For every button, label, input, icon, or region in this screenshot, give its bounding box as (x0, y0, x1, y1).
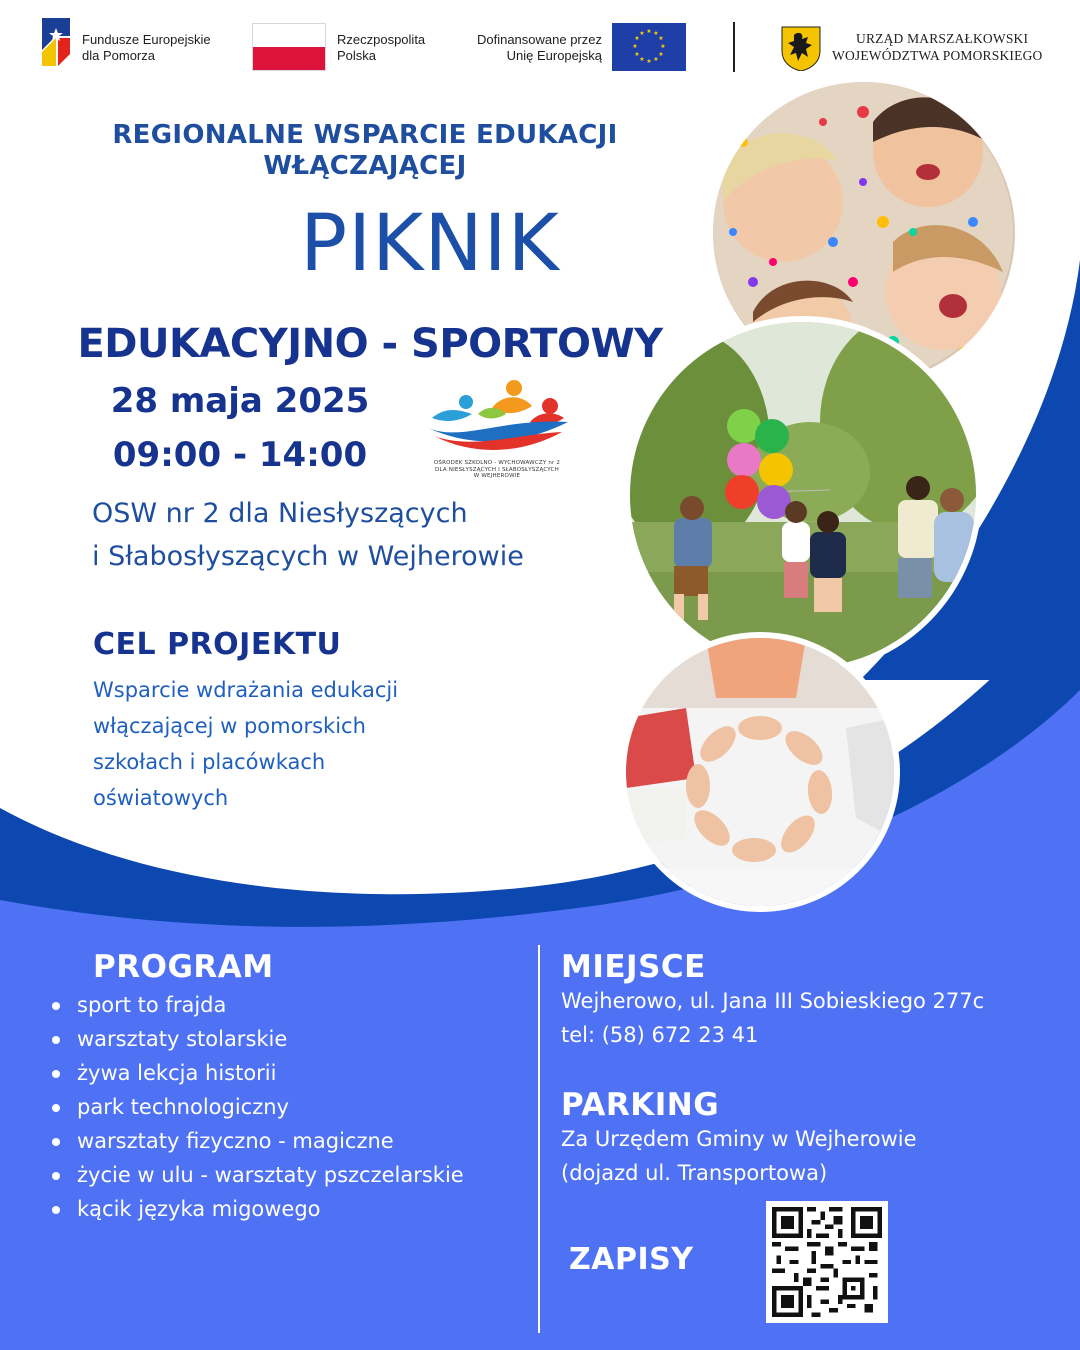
place-phone: tel: (58) 672 23 41 (561, 1023, 759, 1047)
program-title-line1: REGIONALNE WSPARCIE EDUKACJI (112, 120, 618, 150)
event-venue (92, 492, 524, 578)
list-item (52, 1056, 464, 1090)
bullet-icon (52, 1172, 60, 1180)
school-caption-1: OŚRODEK SZKOLNO - WYCHOWAWCZY nr 2 (433, 460, 561, 466)
parking-heading: PARKING (561, 1087, 720, 1123)
goal-text (93, 672, 398, 816)
poland-flag-icon (252, 23, 326, 71)
list-item (52, 1192, 464, 1226)
goal-line1: Wsparcie wdrażania edukacji (93, 678, 399, 702)
svg-text:★: ★ (646, 58, 652, 65)
svg-text:★: ★ (632, 43, 638, 50)
venue-line2: i Słabosłyszących w Wejherowie (92, 541, 524, 572)
fe-line1: Fundusze Europejskie (82, 32, 211, 47)
program-list (52, 988, 464, 1226)
bullet-icon (52, 1070, 60, 1078)
school-logo (422, 378, 572, 486)
svg-text:★: ★ (634, 51, 640, 58)
goal-heading: CEL PROJEKTU (93, 627, 342, 662)
svg-text:★: ★ (658, 51, 664, 58)
program-item-label: park technologiczny (77, 1095, 289, 1119)
rp-line1: Rzeczpospolita (337, 32, 426, 47)
eu-flag-icon (612, 23, 686, 71)
column-divider (538, 945, 540, 1333)
european-funds-icon (38, 14, 74, 70)
list-item (52, 1158, 464, 1192)
program-item-label: warsztaty fizyczno - magiczne (77, 1129, 394, 1153)
rp-logo-text (337, 32, 425, 64)
parking-line1: Za Urzędem Gminy w Wejherowie (561, 1127, 917, 1151)
program-item-label: sport to frajda (77, 993, 227, 1017)
event-subtitle: EDUKACYJNO - SPORTOWY (77, 321, 663, 367)
list-item (52, 988, 464, 1022)
signup-qr-code[interactable] (766, 1201, 888, 1323)
goal-line4: oświatowych (93, 786, 229, 810)
school-caption-3: W WEJHEROWIE (473, 473, 521, 479)
list-item (52, 1124, 464, 1158)
bullet-icon (52, 1002, 60, 1010)
school-logo-icon (422, 378, 572, 458)
griffin-crest-icon (780, 25, 822, 71)
svg-text:★: ★ (653, 56, 659, 63)
svg-text:★: ★ (639, 30, 645, 37)
qr-code-icon (772, 1207, 882, 1317)
program-item-label: żywa lekcja historii (77, 1061, 277, 1085)
school-logo-caption (422, 460, 572, 480)
bullet-icon (52, 1206, 60, 1214)
eu-line1: Dofinansowane przez (476, 32, 602, 47)
program-title-line2: WŁĄCZAJĄCEJ (263, 151, 467, 181)
svg-text:★: ★ (653, 30, 659, 37)
goal-line2: włączającej w pomorskich (93, 714, 366, 738)
signup-label: ZAPISY (569, 1242, 694, 1277)
svg-text:★: ★ (634, 35, 640, 42)
program-item-label: życie w ulu - warsztaty pszczelarskie (77, 1163, 464, 1187)
fe-line2: dla Pomorza (82, 48, 155, 63)
program-item-label: warsztaty stolarskie (77, 1027, 288, 1051)
school-caption-2: DLA NIESŁYSZĄCYCH I SŁABOSŁYSZĄCYCH (435, 466, 559, 473)
bullet-icon (52, 1036, 60, 1044)
parking-line2: (dojazd ul. Transportowa) (561, 1161, 828, 1185)
logo-separator (733, 22, 735, 72)
um-line2: WOJEWÓDZTWA POMORSKIEGO (832, 48, 1043, 63)
rp-line2: Polska (337, 48, 377, 63)
svg-text:★: ★ (646, 28, 652, 35)
marshal-office-text (832, 30, 1042, 64)
svg-text:★: ★ (639, 56, 645, 63)
list-item (52, 1090, 464, 1124)
eu-funding-text (430, 32, 602, 64)
program-item-label: kącik języka migowego (77, 1197, 321, 1221)
photo-hands-circle (620, 632, 900, 912)
event-time: 09:00 - 14:00 (112, 435, 368, 475)
event-date: 28 maja 2025 (110, 381, 370, 421)
program-heading: PROGRAM (93, 949, 274, 985)
svg-text:★: ★ (658, 35, 664, 42)
place-address: Wejherowo, ul. Jana III Sobieskiego 277c (561, 989, 985, 1013)
bullet-icon (52, 1104, 60, 1112)
venue-line1: OSW nr 2 dla Niesłyszących (92, 498, 468, 529)
goal-line3: szkołach i placówkach (93, 750, 326, 774)
event-title: PIKNIK (300, 199, 560, 289)
place-heading: MIEJSCE (561, 949, 706, 985)
eu-line2: Unię Europejską (506, 48, 602, 63)
bullet-icon (52, 1138, 60, 1146)
list-item (52, 1022, 464, 1056)
um-line1: URZĄD MARSZAŁKOWSKI (856, 31, 1029, 46)
photo-children-running-park (624, 316, 982, 674)
program-title (70, 120, 660, 182)
svg-text:★: ★ (660, 43, 666, 50)
european-funds-logo-text (82, 32, 211, 64)
